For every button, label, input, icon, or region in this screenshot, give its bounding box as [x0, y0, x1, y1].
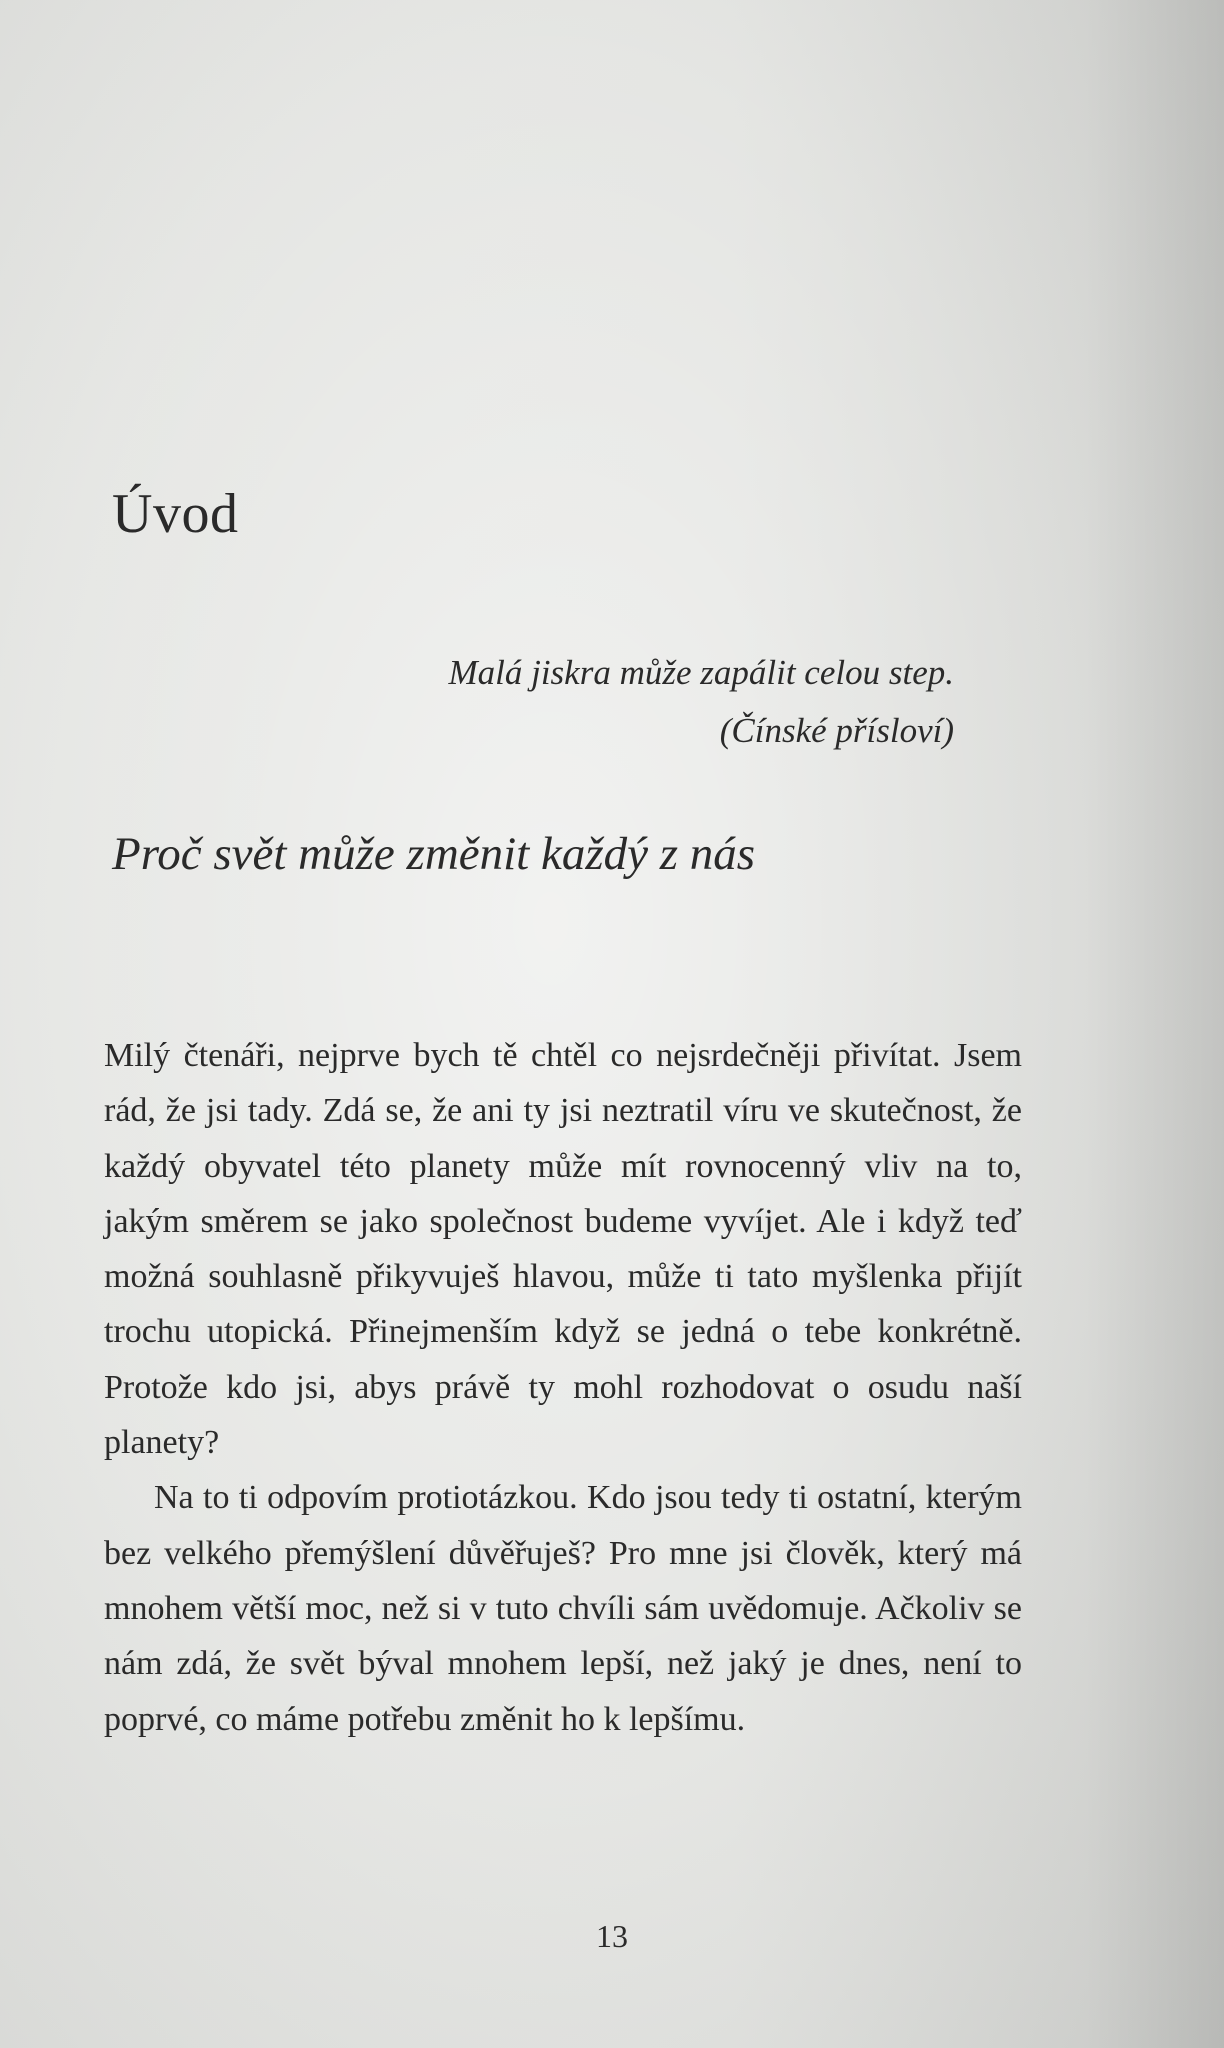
epigraph-quote: Malá jiskra může zapálit celou step.	[448, 653, 954, 692]
page-edge-shadow	[1084, 0, 1224, 2048]
page-number: 13	[596, 1918, 628, 1954]
body-text	[104, 1028, 1022, 1747]
epigraph	[448, 644, 954, 760]
epigraph-source: (Čínské přísloví)	[719, 711, 954, 750]
paragraph-2: Na to ti odpovím protiotázkou. Kdo jsou tedy ti ostatní, kterým bez velkého přemýšlení důvěřuješ? Pro mne jsi člověk, který má mnohem větší moc, než si v tuto chvíli sám uvědomuje. Ačkoliv se nám zdá, že svět býval mnohem lepší, než jaký je dnes, není to poprvé, co máme potřebu změnit ho k lepšímu.	[104, 1479, 1022, 1738]
section-title: Proč svět může změnit každý z nás	[112, 828, 756, 880]
chapter-title: Úvod	[112, 483, 239, 545]
paragraph-1: Milý čtenáři, nejprve bych tě chtěl co nejsrdečněji přivítat. Jsem rád, že jsi tady. Zdá se, že ani ty jsi neztratil víru ve skutečnost, že každý obyvatel této planety může mít rovnocenný vliv na to, jakým směrem se jako společnost budeme vyvíjet. Ale i když teď možná souhlasně přikyvuješ hlavou, může ti tato myšlenka přijít trochu utopická. Přinejmenším když se jedná o tebe konkrétně. Protože kdo jsi, abys právě ty mohl rozhodovat o osudu naší planety?	[104, 1037, 1022, 1462]
